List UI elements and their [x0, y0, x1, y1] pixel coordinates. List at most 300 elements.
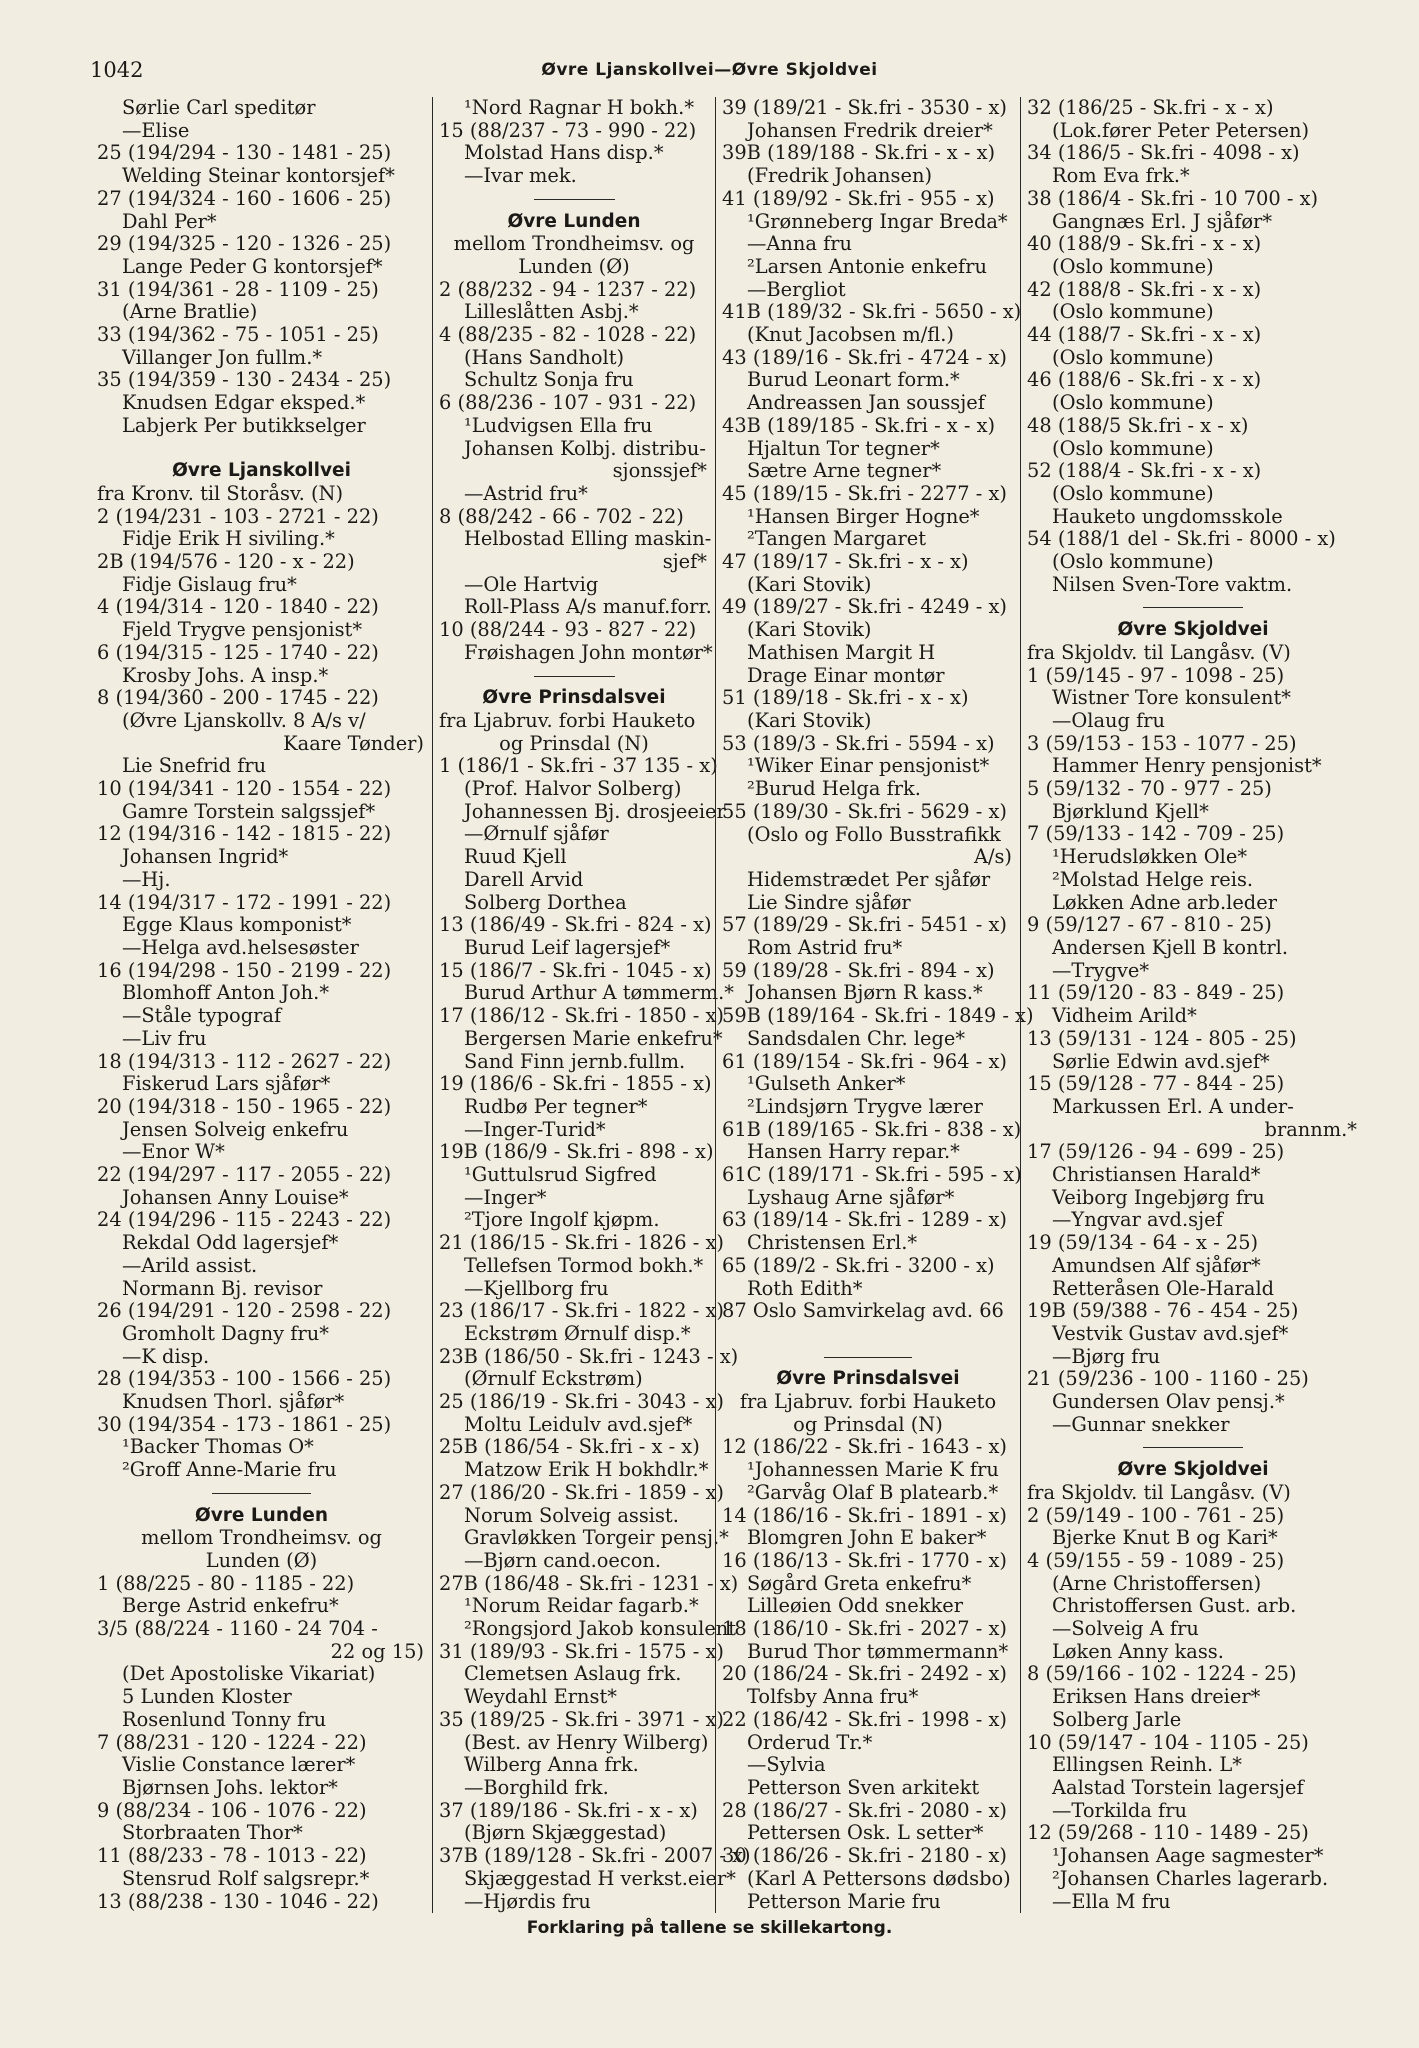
- directory-line: 51 (189/18 - Sk.fri - x - x): [722, 686, 969, 710]
- directory-line: Hidemstrædet Per sjåfør: [747, 867, 991, 891]
- directory-line: Drage Einar montør: [747, 663, 945, 687]
- directory-line: Ruud Kjell: [464, 845, 567, 869]
- directory-line: Bergersen Marie enkefru*: [464, 1026, 723, 1050]
- directory-line: 16 (194/298 - 150 - 2199 - 22): [97, 958, 392, 982]
- directory-line: Johansen Kolbj. distribu-: [464, 436, 706, 460]
- directory-line: sjef*: [662, 550, 707, 574]
- directory-line: —Solveig A fru: [1052, 1617, 1199, 1641]
- directory-line: 55 (189/30 - Sk.fri - 5629 - x): [722, 799, 1007, 823]
- directory-line: Kaare Tønder): [283, 731, 424, 755]
- section-divider: [439, 188, 709, 211]
- directory-line: Burud Arthur A tømmerm.*: [464, 981, 734, 1005]
- directory-line: —K disp.: [122, 1344, 210, 1368]
- directory-line: Fidje Gislaug fru*: [122, 572, 297, 596]
- directory-line: Tellefsen Tormod bokh.*: [464, 1253, 704, 1277]
- street-heading: Øvre Lunden: [507, 210, 641, 232]
- directory-line: Pettersen Osk. L setter*: [747, 1821, 984, 1845]
- directory-line: —Inger*: [464, 1185, 547, 1209]
- directory-line: ²Tangen Margaret: [747, 527, 926, 551]
- column-4: [1020, 97, 1365, 1913]
- directory-line: Darell Arvid: [464, 867, 584, 891]
- directory-line: (Fredrik Johansen): [747, 164, 933, 188]
- directory-line: Sand Finn jernb.fullm.: [464, 1049, 686, 1073]
- directory-line: Krosby Johs. A insp.*: [122, 663, 329, 687]
- directory-line: Lilleøien Odd snekker: [747, 1594, 964, 1618]
- directory-line: mellom Trondheimsv. og: [141, 1526, 382, 1550]
- column-1: [97, 97, 432, 1913]
- directory-line: 9 (59/127 - 67 - 810 - 25): [1027, 913, 1272, 937]
- directory-line: —Liv fru: [122, 1026, 207, 1050]
- directory-line: Amundsen Alf sjåfør*: [1052, 1253, 1261, 1277]
- directory-line: —Ivar mek.: [464, 164, 577, 188]
- directory-line: Andersen Kjell B kontrl.: [1052, 936, 1289, 959]
- directory-line: Jensen Solveig enkefru: [122, 1117, 349, 1141]
- directory-line: 61 (189/154 - Sk.fri - 964 - x): [722, 1049, 1007, 1073]
- directory-line: A/s): [973, 845, 1012, 869]
- directory-line: Frøishagen John montør*: [464, 640, 713, 664]
- directory-line: (Kari Stovik): [747, 618, 872, 642]
- directory-line: —Enor W*: [122, 1140, 225, 1164]
- directory-line: 1 (88/225 - 80 - 1185 - 22): [97, 1571, 355, 1595]
- directory-line: brannm.*: [1264, 1117, 1357, 1141]
- directory-line: 41B (189/32 - Sk.fri - 5650 - x): [722, 300, 1022, 324]
- directory-line: Lie Sindre sjåfør: [747, 890, 911, 914]
- directory-line: 48 (188/5 Sk.fri - x - x): [1027, 413, 1249, 437]
- directory-line: 4 (194/314 - 120 - 1840 - 22): [97, 595, 379, 619]
- street-heading: Øvre Prinsdalsvei: [482, 687, 666, 709]
- directory-line: 28 (186/27 - Sk.fri - 2080 - x): [722, 1798, 1007, 1822]
- directory-line: Lunden (Ø): [205, 1548, 318, 1572]
- directory-line: Lange Peder G kontorsjef*: [122, 254, 383, 278]
- directory-line: ¹Grønneberg Ingar Breda*: [747, 209, 1008, 233]
- directory-line: Bjørnsen Johs. lektor*: [122, 1776, 338, 1799]
- directory-line: Rudbø Per tegner*: [464, 1094, 648, 1118]
- directory-line: Skjæggestad H verkst.eier*: [464, 1866, 736, 1890]
- directory-line: 7 (88/231 - 120 - 1224 - 22): [97, 1730, 367, 1754]
- directory-line: ¹Johannessen Marie K fru: [747, 1458, 999, 1482]
- directory-line: ¹Hansen Birger Hogne*: [747, 504, 980, 528]
- directory-line: Fiskerud Lars sjåfør*: [122, 1072, 331, 1096]
- directory-line: sjonssjef*: [612, 459, 707, 483]
- directory-line: Mathisen Margit H: [747, 640, 936, 664]
- directory-line: 57 (189/29 - Sk.fri - 5451 - x): [722, 913, 1007, 937]
- directory-line: —Ørnulf sjåfør: [464, 822, 609, 846]
- directory-line: 14 (186/16 - Sk.fri - 1891 - x): [722, 1503, 1007, 1527]
- directory-line: Vestvik Gustav avd.sjef*: [1052, 1321, 1289, 1345]
- directory-line: ²Molstad Helge reis.: [1052, 867, 1254, 891]
- directory-line: 14 (194/317 - 172 - 1991 - 22): [97, 890, 392, 914]
- directory-line: ¹Guttulsrud Sigfred: [464, 1163, 657, 1187]
- directory-line: (Arne Bratlie): [122, 300, 258, 324]
- directory-line: Johansen Ingrid*: [122, 845, 289, 869]
- directory-line: (Kari Stovik): [747, 708, 872, 732]
- directory-line: Rom Eva frk.*: [1052, 164, 1190, 188]
- directory-line: 5 (59/132 - 70 - 977 - 25): [1027, 777, 1272, 801]
- directory-line: mellom Trondheimsv. og: [453, 232, 695, 256]
- directory-line: Andreassen Jan soussjef: [747, 391, 985, 415]
- directory-line: 25 (186/19 - Sk.fri - 3043 - x): [439, 1390, 724, 1414]
- directory-line: —Ella M fru: [1052, 1889, 1171, 1913]
- directory-line: ²Larsen Antonie enkefru: [747, 254, 987, 278]
- directory-line: Gravløkken Torgeir pensj.*: [464, 1526, 729, 1550]
- directory-line: Helbostad Elling maskin-: [464, 527, 712, 551]
- directory-line: 19 (59/134 - 64 - x - 25): [1027, 1231, 1259, 1255]
- directory-line: ¹Ludvigsen Ella fru: [464, 413, 653, 437]
- directory-line: 8 (194/360 - 200 - 1745 - 22): [97, 686, 379, 710]
- directory-line: Sørlie Edwin avd.sjef*: [1052, 1049, 1270, 1073]
- directory-line: (Det Apostoliske Vikariat): [122, 1662, 376, 1686]
- directory-line: ¹Herudsløkken Ole*: [1052, 845, 1248, 869]
- directory-line: og Prinsdal (N): [793, 1412, 943, 1436]
- directory-line: —Torkilda fru: [1052, 1798, 1187, 1822]
- directory-line: (Bjørn Skjæggestad): [464, 1821, 667, 1845]
- directory-line: Sætre Arne tegner*: [747, 459, 942, 483]
- directory-line: 19 (186/6 - Sk.fri - 1855 - x): [439, 1072, 712, 1096]
- directory-line: 3/5 (88/224 - 1160 - 24 704 -: [97, 1617, 378, 1641]
- section-divider: [1027, 596, 1359, 619]
- directory-line: 15 (186/7 - Sk.fri - 1045 - x): [439, 958, 712, 982]
- directory-line: Solberg Jarle: [1052, 1707, 1182, 1731]
- directory-line: —Helga avd.helsesøster: [122, 936, 359, 959]
- directory-line: —Inger-Turid*: [464, 1117, 606, 1141]
- directory-line: Moltu Leidulv avd.sjef*: [464, 1412, 693, 1436]
- directory-line: Markussen Erl. A under-: [1052, 1094, 1294, 1118]
- directory-line: 20 (194/318 - 150 - 1965 - 22): [97, 1094, 392, 1118]
- directory-line: 4 (59/155 - 59 - 1089 - 25): [1027, 1548, 1285, 1572]
- directory-line: (Oslo kommune): [1052, 481, 1214, 505]
- directory-line: (Oslo kommune): [1052, 391, 1214, 415]
- section-divider: [1027, 1436, 1359, 1459]
- directory-line: 17 (186/12 - Sk.fri - 1850 - x): [439, 1004, 724, 1028]
- directory-line: —Ole Hartvig: [464, 572, 599, 596]
- directory-line: (Arne Christoffersen): [1052, 1571, 1262, 1595]
- directory-line: 63 (189/14 - Sk.fri - 1289 - x): [722, 1208, 1007, 1232]
- directory-line: Lilleslåtten Asbj.*: [464, 300, 639, 324]
- directory-line: 39B (189/188 - Sk.fri - x - x): [722, 141, 996, 165]
- directory-line: (Oslo kommune): [1052, 300, 1214, 324]
- directory-line: 13 (186/49 - Sk.fri - 824 - x): [439, 913, 712, 937]
- directory-line: Petterson Marie fru: [747, 1889, 941, 1913]
- directory-line: (Oslo og Follo Busstrafikk: [747, 822, 1001, 846]
- directory-line: Weydahl Ernst*: [464, 1685, 617, 1709]
- directory-line: ²Groff Anne-Marie fru: [122, 1458, 337, 1482]
- directory-line: (Øvre Ljanskollv. 8 A/s v/: [122, 708, 366, 732]
- directory-line: 59 (189/28 - Sk.fri - 894 - x): [722, 958, 995, 982]
- directory-line: 2 (59/149 - 100 - 761 - 25): [1027, 1503, 1285, 1527]
- directory-line: 45 (189/15 - Sk.fri - 2277 - x): [722, 481, 1007, 505]
- directory-line: Lyshaug Arne sjåfør*: [747, 1185, 955, 1209]
- directory-line: Burud Leonart form.*: [747, 368, 960, 392]
- directory-line: Hauketo ungdomsskole: [1052, 504, 1283, 528]
- directory-line: Villanger Jon fullm.*: [122, 345, 323, 369]
- directory-line: 10 (194/341 - 120 - 1554 - 22): [97, 777, 392, 801]
- directory-line: fra Ljabruv. forbi Hauketo: [739, 1390, 997, 1414]
- directory-line: Veiborg Ingebjørg fru: [1052, 1185, 1265, 1209]
- directory-line: 29 (194/325 - 120 - 1326 - 25): [97, 232, 392, 256]
- directory-line: Norum Solveig assist.: [464, 1503, 679, 1527]
- footer-note: Forklaring på tallene se skillekartong.: [526, 1918, 893, 1938]
- directory-line: Welding Steinar kontorsjef*: [122, 164, 395, 188]
- directory-line: 37 (189/186 - Sk.fri - x - x): [439, 1798, 698, 1822]
- directory-line: Schultz Sonja fru: [464, 368, 634, 392]
- directory-line: (Prof. Halvor Solberg): [464, 777, 682, 801]
- directory-line: (Karl A Pettersons dødsbo): [747, 1866, 1011, 1890]
- directory-line: Fjeld Trygve pensjonist*: [122, 618, 363, 642]
- directory-line: 21 (59/236 - 100 - 1160 - 25): [1027, 1367, 1309, 1391]
- directory-line: 40 (188/9 - Sk.fri - x - x): [1027, 232, 1262, 256]
- directory-line: Roth Edith*: [747, 1276, 863, 1300]
- directory-line: 53 (189/3 - Sk.fri - 5594 - x): [722, 731, 995, 755]
- directory-line: 19B (59/388 - 76 - 454 - 25): [1027, 1299, 1299, 1323]
- directory-line: —Yngvar avd.sjef: [1052, 1208, 1223, 1232]
- directory-line: Søgård Greta enkefru*: [747, 1571, 972, 1595]
- directory-line: 25B (186/54 - Sk.fri - x - x): [439, 1435, 700, 1459]
- directory-line: Knudsen Edgar eksped.*: [122, 391, 366, 415]
- directory-line: Løkken Adne arb.leder: [1052, 890, 1277, 914]
- directory-line: Johansen Fredrik dreier*: [747, 118, 993, 142]
- directory-columns: [97, 97, 1365, 1912]
- directory-line: ¹Norum Reidar fagarb.*: [464, 1594, 699, 1618]
- directory-line: —Hj.: [122, 867, 171, 891]
- directory-line: Aalstad Torstein lagersjef: [1052, 1776, 1304, 1799]
- directory-line: Wistner Tore konsulent*: [1052, 686, 1291, 710]
- directory-line: fra Kronv. til Storåsv. (N): [97, 481, 344, 505]
- directory-line: fra Skjoldv. til Langåsv. (V): [1027, 640, 1291, 664]
- directory-line: (Oslo kommune): [1052, 254, 1214, 278]
- directory-line: 11 (59/120 - 83 - 849 - 25): [1027, 981, 1285, 1005]
- directory-line: Rosenlund Tonny fru: [122, 1707, 327, 1731]
- directory-line: 23B (186/50 - Sk.fri - 1243 - x): [439, 1344, 739, 1368]
- directory-line: —Ståle typograf: [122, 1004, 282, 1028]
- directory-line: 61C (189/171 - Sk.fri - 595 - x): [722, 1163, 1022, 1187]
- directory-line: 21 (186/15 - Sk.fri - 1826 - x): [439, 1231, 724, 1255]
- directory-line: Dahl Per*: [122, 209, 217, 233]
- directory-line: —Olaug fru: [1052, 708, 1166, 732]
- directory-line: 38 (186/4 - Sk.fri - 10 700 - x): [1027, 186, 1319, 210]
- directory-line: Solberg Dorthea: [464, 890, 627, 914]
- directory-line: Blomgren John E baker*: [747, 1526, 987, 1550]
- directory-line: 30 (186/26 - Sk.fri - 2180 - x): [722, 1844, 1007, 1868]
- directory-line: Christiansen Harald*: [1052, 1163, 1261, 1187]
- street-heading: Øvre Skjoldvei: [1117, 619, 1269, 641]
- directory-line: —Astrid fru*: [464, 481, 588, 505]
- directory-line: (Hans Sandholt): [464, 345, 625, 369]
- directory-line: Petterson Sven arkitekt: [747, 1776, 980, 1799]
- directory-line: 2 (194/231 - 103 - 2721 - 22): [97, 504, 379, 528]
- directory-line: Rekdal Odd lagersjef*: [122, 1231, 339, 1255]
- directory-line: 22 (194/297 - 117 - 2055 - 22): [97, 1163, 392, 1187]
- directory-line: Løken Anny kass.: [1052, 1639, 1224, 1663]
- directory-line: 23 (186/17 - Sk.fri - 1822 - x): [439, 1299, 724, 1323]
- section-divider: [97, 1482, 426, 1505]
- directory-line: 4 (88/235 - 82 - 1028 - 22): [439, 323, 697, 347]
- directory-line: 12 (186/22 - Sk.fri - 1643 - x): [722, 1435, 1007, 1459]
- directory-line: Eckstrøm Ørnulf disp.*: [464, 1321, 691, 1345]
- directory-line: 22 (186/42 - Sk.fri - 1998 - x): [722, 1707, 1007, 1731]
- directory-line: Burud Thor tømmermann*: [747, 1639, 1009, 1663]
- column-2: [432, 96, 751, 1913]
- directory-line: Retteråsen Ole-Harald: [1052, 1276, 1275, 1300]
- directory-line: 24 (194/296 - 115 - 2243 - 22): [97, 1208, 392, 1232]
- directory-line: fra Ljabruv. forbi Hauketo: [439, 708, 696, 732]
- directory-line: 42 (188/8 - Sk.fri - x - x): [1027, 277, 1262, 301]
- directory-line: Johannessen Bj. drosjeeier: [464, 799, 726, 823]
- page-header: [90, 58, 1329, 88]
- directory-line: ²Garvåg Olaf B platearb.*: [747, 1480, 999, 1504]
- directory-line: 22 og 15): [330, 1639, 424, 1663]
- directory-line: 30 (194/354 - 173 - 1861 - 25): [97, 1412, 392, 1436]
- directory-line: 39 (189/21 - Sk.fri - 3530 - x): [722, 96, 1007, 119]
- directory-line: Johansen Anny Louise*: [122, 1185, 349, 1209]
- directory-line: —Arild assist.: [122, 1253, 258, 1277]
- directory-line: Fidje Erik H siviling.*: [122, 527, 335, 551]
- directory-line: Lie Snefrid fru: [122, 754, 267, 778]
- directory-line: Hammer Henry pensjonist*: [1052, 754, 1322, 778]
- directory-line: 49 (189/27 - Sk.fri - 4249 - x): [722, 595, 1007, 619]
- section-divider: [439, 665, 709, 688]
- directory-line: Clemetsen Aslaug frk.: [464, 1662, 682, 1686]
- directory-line: (Knut Jacobsen m/fl.): [747, 323, 954, 347]
- directory-line: 33 (194/362 - 75 - 1051 - 25): [97, 323, 379, 347]
- directory-line: Molstad Hans disp.*: [464, 141, 664, 165]
- directory-line: Labjerk Per butikkselger: [122, 413, 366, 437]
- directory-line: ¹Backer Thomas O*: [122, 1435, 314, 1459]
- column-3: [715, 96, 1034, 1913]
- directory-line: 32 (186/25 - Sk.fri - x - x): [1027, 96, 1274, 119]
- directory-line: Christoffersen Gust. arb.: [1052, 1594, 1297, 1618]
- directory-line: (Oslo kommune): [1052, 550, 1214, 574]
- directory-line: 13 (88/238 - 130 - 1046 - 22): [97, 1889, 379, 1913]
- directory-line: 27 (186/20 - Sk.fri - 1859 - x): [439, 1480, 724, 1504]
- directory-line: ²Rongsjord Jakob konsulent: [464, 1617, 737, 1641]
- directory-line: 2B (194/576 - 120 - x - 22): [97, 550, 355, 574]
- street-heading: Øvre Prinsdalsvei: [776, 1368, 960, 1390]
- directory-line: Eriksen Hans dreier*: [1052, 1685, 1261, 1709]
- directory-line: 15 (88/237 - 73 - 990 - 22): [439, 118, 697, 142]
- directory-line: ²Tjore Ingolf kjøpm.: [464, 1208, 660, 1232]
- directory-line: Gromholt Dagny fru*: [122, 1321, 329, 1345]
- directory-line: 31 (194/361 - 28 - 1109 - 25): [97, 277, 379, 301]
- directory-line: 13 (59/131 - 124 - 805 - 25): [1027, 1026, 1297, 1050]
- directory-line: 5 Lunden Kloster: [122, 1685, 292, 1709]
- directory-line: 3 (59/153 - 153 - 1077 - 25): [1027, 731, 1297, 755]
- directory-line: Hjaltun Tor tegner*: [747, 436, 940, 460]
- directory-line: Christensen Erl.*: [747, 1231, 918, 1255]
- directory-line: Johansen Bjørn R kass.*: [747, 981, 983, 1005]
- directory-line: 65 (189/2 - Sk.fri - 3200 - x): [722, 1253, 995, 1277]
- directory-line: Bjerke Knut B og Kari*: [1052, 1526, 1278, 1550]
- directory-line: 6 (88/236 - 107 - 931 - 22): [439, 391, 697, 415]
- directory-line: —Bjørn cand.oecon.: [464, 1548, 662, 1572]
- directory-line: 8 (59/166 - 102 - 1224 - 25): [1027, 1662, 1297, 1686]
- directory-line: Bjørklund Kjell*: [1052, 799, 1209, 823]
- directory-line: 18 (186/10 - Sk.fri - 2027 - x): [722, 1617, 1007, 1641]
- directory-line: Stensrud Rolf salgsrepr.*: [122, 1866, 370, 1890]
- directory-line: 18 (194/313 - 112 - 2627 - 22): [97, 1049, 392, 1073]
- section-divider: [722, 1346, 1014, 1369]
- directory-line: 16 (186/13 - Sk.fri - 1770 - x): [722, 1548, 1007, 1572]
- directory-line: ¹Wiker Einar pensjonist*: [747, 754, 990, 778]
- directory-line: Sørlie Carl speditør: [122, 96, 316, 119]
- directory-line: 46 (188/6 - Sk.fri - x - x): [1027, 368, 1262, 392]
- directory-line: Gundersen Olav pensj.*: [1052, 1390, 1285, 1414]
- directory-line: 17 (59/126 - 94 - 699 - 25): [1027, 1140, 1285, 1164]
- directory-line: 20 (186/24 - Sk.fri - 2492 - x): [722, 1662, 1007, 1686]
- directory-line: 12 (194/316 - 142 - 1815 - 22): [97, 822, 392, 846]
- directory-line: ²Lindsjørn Trygve lærer: [747, 1094, 983, 1118]
- directory-line: Normann Bj. revisor: [122, 1276, 323, 1300]
- directory-line: Vislie Constance lærer*: [122, 1753, 356, 1777]
- directory-line: 12 (59/268 - 110 - 1489 - 25): [1027, 1821, 1309, 1845]
- directory-line: 37B (189/128 - Sk.fri - 2007 - x): [439, 1844, 751, 1868]
- directory-line: —Borghild frk.: [464, 1776, 609, 1799]
- directory-line: og Prinsdal (N): [499, 731, 649, 755]
- directory-line: 61B (189/165 - Sk.fri - 838 - x): [722, 1117, 1022, 1141]
- directory-line: 19B (186/9 - Sk.fri - 898 - x): [439, 1140, 714, 1164]
- directory-line: fra Skjoldv. til Langåsv. (V): [1027, 1480, 1291, 1504]
- directory-line: —Sylvia: [747, 1753, 826, 1777]
- directory-line: Blomhoff Anton Joh.*: [122, 981, 330, 1005]
- directory-line: 35 (194/359 - 130 - 2434 - 25): [97, 368, 392, 392]
- directory-line: 41 (189/92 - Sk.fri - 955 - x): [722, 186, 995, 210]
- directory-line: 31 (189/93 - Sk.fri - 1575 - x): [439, 1639, 724, 1663]
- directory-line: —Gunnar snekker: [1052, 1412, 1230, 1436]
- directory-line: Nilsen Sven-Tore vaktm.: [1052, 572, 1293, 596]
- directory-line: —Hjørdis fru: [464, 1889, 591, 1913]
- directory-line: Hansen Harry repar.*: [747, 1140, 960, 1164]
- directory-line: (Best. av Henry Wilberg): [464, 1730, 709, 1754]
- directory-line: ¹Nord Ragnar H bokh.*: [464, 96, 695, 119]
- directory-line: Orderud Tr.*: [747, 1730, 873, 1754]
- directory-line: (Lok.fører Peter Petersen): [1052, 118, 1310, 142]
- directory-line: Gangnæs Erl. J sjåfør*: [1052, 209, 1273, 233]
- directory-line: Sandsdalen Chr. lege*: [747, 1026, 966, 1050]
- directory-line: 43B (189/185 - Sk.fri - x - x): [722, 413, 996, 437]
- directory-line: 2 (88/232 - 94 - 1237 - 22): [439, 277, 697, 301]
- directory-line: 7 (59/133 - 142 - 709 - 25): [1027, 822, 1285, 846]
- directory-line: 1 (186/1 - Sk.fri - 37 135 - x): [439, 754, 718, 778]
- directory-line: —Kjellborg fru: [464, 1276, 609, 1300]
- directory-line: 11 (88/233 - 78 - 1013 - 22): [97, 1844, 367, 1868]
- directory-line: —Elise: [122, 118, 190, 142]
- directory-line: 9 (88/234 - 106 - 1076 - 22): [97, 1798, 367, 1822]
- directory-line: 1 (59/145 - 97 - 1098 - 25): [1027, 663, 1285, 687]
- street-heading: Øvre Lunden: [195, 1504, 328, 1526]
- directory-line: 10 (59/147 - 104 - 1105 - 25): [1027, 1730, 1309, 1754]
- directory-line: —Anna fru: [747, 232, 853, 256]
- directory-line: 6 (194/315 - 125 - 1740 - 22): [97, 640, 379, 664]
- directory-line: ²Johansen Charles lagerarb.: [1052, 1866, 1329, 1890]
- directory-line: Knudsen Thorl. sjåfør*: [122, 1390, 345, 1414]
- street-heading: Øvre Ljanskollvei: [172, 460, 351, 482]
- directory-line: 15 (59/128 - 77 - 844 - 25): [1027, 1072, 1285, 1096]
- directory-line: —Trygve*: [1052, 958, 1150, 982]
- directory-line: 27 (194/324 - 160 - 1606 - 25): [97, 186, 392, 210]
- directory-line: Wilberg Anna frk.: [464, 1753, 639, 1777]
- directory-line: —Bjørg fru: [1052, 1344, 1161, 1368]
- directory-line: 10 (88/244 - 93 - 827 - 22): [439, 618, 697, 642]
- directory-line: 25 (194/294 - 130 - 1481 - 25): [97, 141, 392, 165]
- directory-line: Berge Astrid enkefru*: [122, 1594, 339, 1618]
- directory-line: Egge Klaus komponist*: [122, 913, 352, 937]
- directory-line: Matzow Erik H bokhdlr.*: [464, 1458, 709, 1482]
- directory-line: —Bergliot: [747, 277, 846, 301]
- directory-line: 47 (189/17 - Sk.fri - x - x): [722, 550, 969, 574]
- directory-line: Storbraaten Thor*: [122, 1821, 303, 1845]
- directory-line: Gamre Torstein salgssjef*: [122, 799, 376, 823]
- directory-line: 43 (189/16 - Sk.fri - 4724 - x): [722, 345, 1007, 369]
- directory-line: Vidheim Arild*: [1052, 1004, 1197, 1028]
